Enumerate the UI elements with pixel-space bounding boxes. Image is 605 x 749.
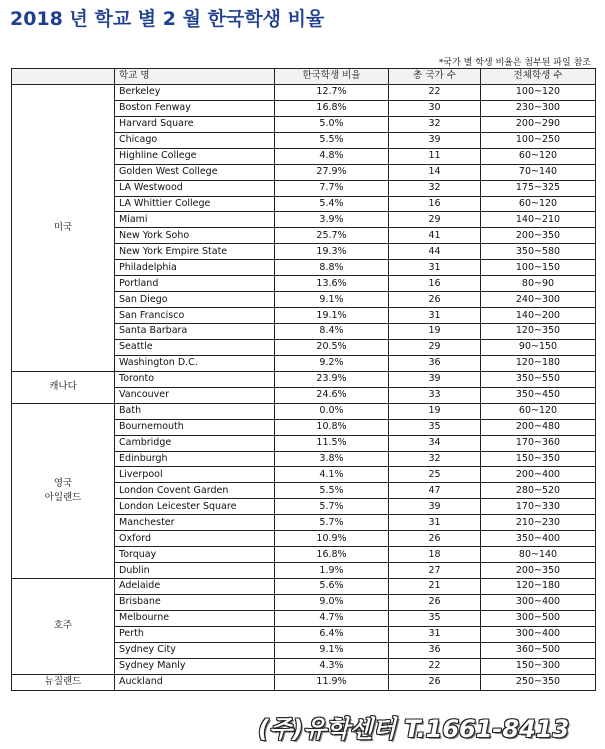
nationality-count-cell: 16 [389,276,481,292]
total-students-cell: 140~210 [481,212,596,228]
nationality-count-cell: 29 [389,339,481,355]
total-students-cell: 360~500 [481,642,596,658]
nationality-count-cell: 29 [389,212,481,228]
korean-ratio-cell: 5.6% [275,579,389,595]
school-name-cell: LA Whittier College [115,196,275,212]
total-students-cell: 350~400 [481,531,596,547]
korean-ratio-cell: 4.7% [275,610,389,626]
nationality-count-cell: 26 [389,674,481,690]
korean-ratio-cell: 5.4% [275,196,389,212]
nationality-count-cell: 35 [389,419,481,435]
total-students-cell: 80~140 [481,547,596,563]
korean-ratio-cell: 24.6% [275,387,389,403]
total-students-cell: 60~120 [481,403,596,419]
total-students-cell: 140~200 [481,308,596,324]
header-country [12,69,115,85]
school-name-cell: Washington D.C. [115,355,275,371]
school-name-cell: New York Soho [115,228,275,244]
total-students-cell: 200~480 [481,419,596,435]
school-name-cell: Cambridge [115,435,275,451]
school-name-cell: Santa Barbara [115,324,275,340]
header-total-students: 전체학생 수 [481,69,596,85]
school-name-cell: Adelaide [115,579,275,595]
school-name-cell: Vancouver [115,387,275,403]
school-name-cell: Bath [115,403,275,419]
nationality-count-cell: 36 [389,355,481,371]
korean-ratio-cell: 5.5% [275,483,389,499]
total-students-cell: 170~330 [481,499,596,515]
nationality-count-cell: 32 [389,180,481,196]
nationality-count-cell: 32 [389,451,481,467]
nationality-count-cell: 21 [389,579,481,595]
nationality-count-cell: 36 [389,642,481,658]
school-name-cell: Liverpool [115,467,275,483]
nationality-count-cell: 26 [389,531,481,547]
nationality-count-cell: 27 [389,563,481,579]
nationality-count-cell: 11 [389,148,481,164]
total-students-cell: 175~325 [481,180,596,196]
nationality-count-cell: 31 [389,626,481,642]
school-name-cell: Harvard Square [115,116,275,132]
total-students-cell: 200~350 [481,228,596,244]
school-name-cell: Toronto [115,371,275,387]
school-name-cell: Sydney City [115,642,275,658]
korean-ratio-cell: 19.1% [275,308,389,324]
header-school: 학교 명 [115,69,275,85]
korean-ratio-cell: 1.9% [275,563,389,579]
country-cell: 뉴질랜드 [12,674,115,690]
total-students-cell: 70~140 [481,164,596,180]
nationality-count-cell: 19 [389,324,481,340]
korean-ratio-cell: 9.0% [275,594,389,610]
total-students-cell: 300~400 [481,626,596,642]
nationality-count-cell: 33 [389,387,481,403]
korean-ratio-cell: 5.7% [275,515,389,531]
school-name-cell: Edinburgh [115,451,275,467]
total-students-cell: 60~120 [481,196,596,212]
korean-ratio-cell: 11.9% [275,674,389,690]
total-students-cell: 80~90 [481,276,596,292]
nationality-count-cell: 34 [389,435,481,451]
korean-ratio-cell: 4.3% [275,658,389,674]
header-korean-ratio: 한국학생 비율 [275,69,389,85]
school-name-cell: LA Westwood [115,180,275,196]
korean-ratio-cell: 10.8% [275,419,389,435]
table-row [12,371,596,387]
nationality-count-cell: 26 [389,292,481,308]
korean-ratio-cell: 3.8% [275,451,389,467]
nationality-count-cell: 41 [389,228,481,244]
country-cell: 미국 [12,84,115,371]
total-students-cell: 120~350 [481,324,596,340]
table-row [12,674,596,690]
ratio-table [11,68,596,691]
school-name-cell: Boston Fenway [115,100,275,116]
total-students-cell: 350~580 [481,244,596,260]
total-students-cell: 300~400 [481,594,596,610]
school-name-cell: Sydney Manly [115,658,275,674]
school-name-cell: Seattle [115,339,275,355]
nationality-count-cell: 22 [389,658,481,674]
country-cell: 영국 아일랜드 [12,403,115,578]
korean-ratio-cell: 7.7% [275,180,389,196]
total-students-cell: 120~180 [481,355,596,371]
nationality-count-cell: 31 [389,260,481,276]
school-name-cell: Oxford [115,531,275,547]
school-name-cell: London Covent Garden [115,483,275,499]
school-name-cell: Auckland [115,674,275,690]
total-students-cell: 230~300 [481,100,596,116]
school-name-cell: Chicago [115,132,275,148]
footnote: *국가 별 학생 비율은 첨부된 파일 참조 [438,58,591,68]
school-name-cell: Highline College [115,148,275,164]
korean-ratio-cell: 0.0% [275,403,389,419]
total-students-cell: 150~300 [481,658,596,674]
nationality-count-cell: 44 [389,244,481,260]
school-name-cell: Philadelphia [115,260,275,276]
country-cell: 캐나다 [12,371,115,403]
school-name-cell: Melbourne [115,610,275,626]
korean-ratio-cell: 23.9% [275,371,389,387]
nationality-count-cell: 18 [389,547,481,563]
korean-ratio-cell: 12.7% [275,84,389,100]
korean-ratio-cell: 8.4% [275,324,389,340]
total-students-cell: 300~500 [481,610,596,626]
country-cell: 호주 [12,579,115,675]
total-students-cell: 210~230 [481,515,596,531]
korean-ratio-cell: 3.9% [275,212,389,228]
korean-ratio-cell: 4.8% [275,148,389,164]
school-name-cell: San Diego [115,292,275,308]
nationality-count-cell: 39 [389,371,481,387]
nationality-count-cell: 35 [389,610,481,626]
korean-ratio-cell: 5.7% [275,499,389,515]
total-students-cell: 280~520 [481,483,596,499]
table-body [12,69,596,691]
school-name-cell: Manchester [115,515,275,531]
school-name-cell: Dublin [115,563,275,579]
header-nationality-count: 총 국가 수 [389,69,481,85]
korean-ratio-cell: 8.8% [275,260,389,276]
nationality-count-cell: 31 [389,515,481,531]
korean-ratio-cell: 5.0% [275,116,389,132]
school-name-cell: Portland [115,276,275,292]
nationality-count-cell: 30 [389,100,481,116]
korean-ratio-cell: 9.1% [275,642,389,658]
school-name-cell: New York Empire State [115,244,275,260]
nationality-count-cell: 14 [389,164,481,180]
korean-ratio-cell: 5.5% [275,132,389,148]
total-students-cell: 90~150 [481,339,596,355]
korean-ratio-cell: 6.4% [275,626,389,642]
total-students-cell: 250~350 [481,674,596,690]
total-students-cell: 100~150 [481,260,596,276]
korean-ratio-cell: 10.9% [275,531,389,547]
school-name-cell: Bournemouth [115,419,275,435]
total-students-cell: 200~290 [481,116,596,132]
school-name-cell: Perth [115,626,275,642]
school-name-cell: Torquay [115,547,275,563]
table-row [12,579,596,595]
nationality-count-cell: 31 [389,308,481,324]
total-students-cell: 350~450 [481,387,596,403]
school-name-cell: San Francisco [115,308,275,324]
korean-ratio-cell: 20.5% [275,339,389,355]
table-row [12,403,596,419]
total-students-cell: 100~250 [481,132,596,148]
nationality-count-cell: 22 [389,84,481,100]
korean-ratio-cell: 4.1% [275,467,389,483]
total-students-cell: 200~350 [481,563,596,579]
korean-ratio-cell: 19.3% [275,244,389,260]
korean-ratio-cell: 16.8% [275,547,389,563]
total-students-cell: 240~300 [481,292,596,308]
total-students-cell: 150~350 [481,451,596,467]
school-name-cell: Berkeley [115,84,275,100]
nationality-count-cell: 47 [389,483,481,499]
nationality-count-cell: 39 [389,499,481,515]
nationality-count-cell: 26 [389,594,481,610]
total-students-cell: 200~400 [481,467,596,483]
school-name-cell: London Leicester Square [115,499,275,515]
nationality-count-cell: 19 [389,403,481,419]
nationality-count-cell: 39 [389,132,481,148]
nationality-count-cell: 25 [389,467,481,483]
korean-ratio-cell: 9.1% [275,292,389,308]
korean-ratio-cell: 27.9% [275,164,389,180]
school-name-cell: Miami [115,212,275,228]
company-contact: (주)유학센터 T.1661-8413 [258,715,570,743]
table-row [12,84,596,100]
total-students-cell: 170~360 [481,435,596,451]
korean-ratio-cell: 11.5% [275,435,389,451]
total-students-cell: 60~120 [481,148,596,164]
header-row [12,69,596,85]
nationality-count-cell: 16 [389,196,481,212]
nationality-count-cell: 32 [389,116,481,132]
page-title: 2018 년 학교 별 2 월 한국학생 비율 [10,8,325,30]
total-students-cell: 120~180 [481,579,596,595]
korean-ratio-cell: 13.6% [275,276,389,292]
korean-ratio-cell: 16.8% [275,100,389,116]
total-students-cell: 350~550 [481,371,596,387]
school-name-cell: Brisbane [115,594,275,610]
korean-ratio-cell: 9.2% [275,355,389,371]
total-students-cell: 100~120 [481,84,596,100]
school-name-cell: Golden West College [115,164,275,180]
korean-ratio-cell: 25.7% [275,228,389,244]
